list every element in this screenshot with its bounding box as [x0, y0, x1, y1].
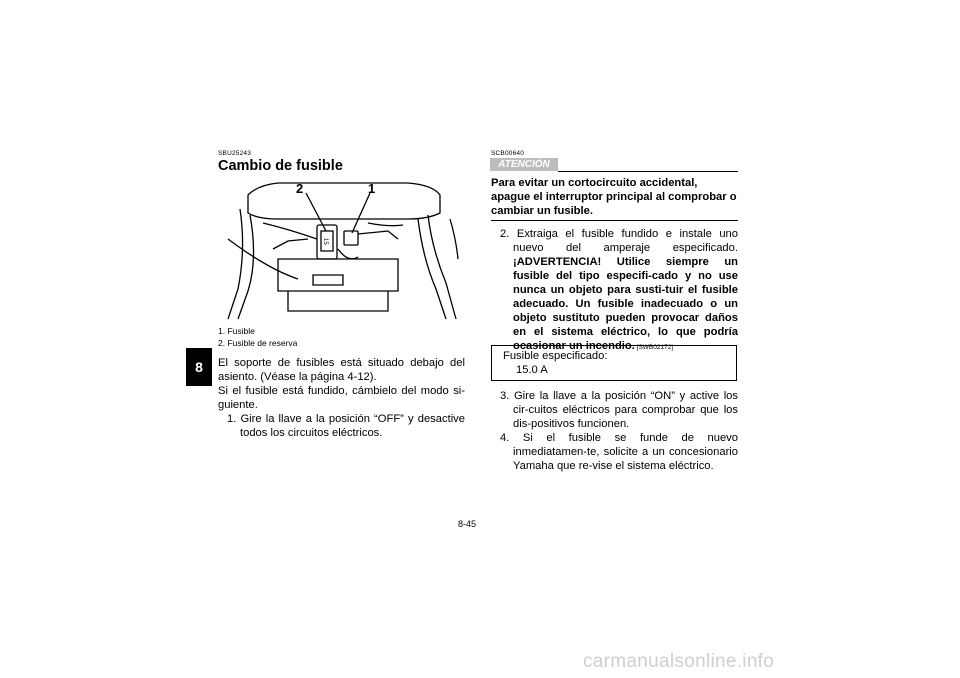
- warning-end-rule: [491, 220, 738, 221]
- spec-label: Fusible especificado:: [503, 350, 608, 362]
- caption-1: 1. Fusible: [218, 326, 255, 336]
- step-2-text: 2. Extraiga el fusible fundido e instale uno nuevo del amperaje especificado.: [500, 228, 738, 254]
- step-3: 3. Gire la llave a la posición “ON” y active los cir-cuitos eléctricos para comprobar que los dis-positivos funcionen.: [500, 390, 738, 430]
- warning-text: Para evitar un cortocircuito accidental, apague el interruptor principal al comprobar o cambiar un fusible.: [491, 177, 737, 217]
- step-1: 1. Gire la llave a la posición “OFF” y desactive todos los circuitos eléctricos.: [227, 413, 465, 439]
- page-number: 8-45: [458, 519, 477, 529]
- callout-2: 2: [296, 181, 304, 196]
- paragraph-location: El soporte de fusibles está situado debajo del asiento. (Véase la página 4-12).: [218, 357, 465, 383]
- section-tab: 8: [186, 348, 212, 386]
- section-code: SBU25243: [218, 150, 252, 157]
- warning-label: ATENCIÓN: [490, 158, 558, 171]
- section-title: Cambio de fusible: [218, 158, 343, 174]
- paragraph-intro: Si el fusible está fundido, cámbielo del modo si-guiente.: [218, 385, 465, 411]
- spec-box: [491, 345, 737, 381]
- warning-code: SCB00640: [491, 150, 525, 157]
- warning-rule: [558, 171, 738, 172]
- callout-1: 1: [368, 181, 376, 196]
- step-4: 4. Si el fusible se funde de nuevo inmediatamen-te, solicite a un concesionario Yamaha que re-vise el sistema eléctrico.: [500, 432, 738, 472]
- step-2: [491, 227, 738, 355]
- spec-value: 15.0 A: [516, 364, 548, 376]
- watermark: carmanualsonline.info: [583, 651, 775, 672]
- step-2-code: [SWB02172]: [634, 344, 674, 351]
- caption-2: 2. Fusible de reserva: [218, 338, 298, 348]
- fuse-rating-mark: 15: [322, 238, 328, 245]
- fuse-illustration: [218, 179, 463, 322]
- step-2-warning: ¡ADVERTENCIA! Utilice siempre un fusible del tipo especifi-cado y no use nunca un objeto para susti-tuir el fusible adecuado. Un fusible inadecuado o un objeto sustituto pueden provocar daños en el sistema eléctrico, lo que podría ocasionar un incendio.: [513, 256, 738, 352]
